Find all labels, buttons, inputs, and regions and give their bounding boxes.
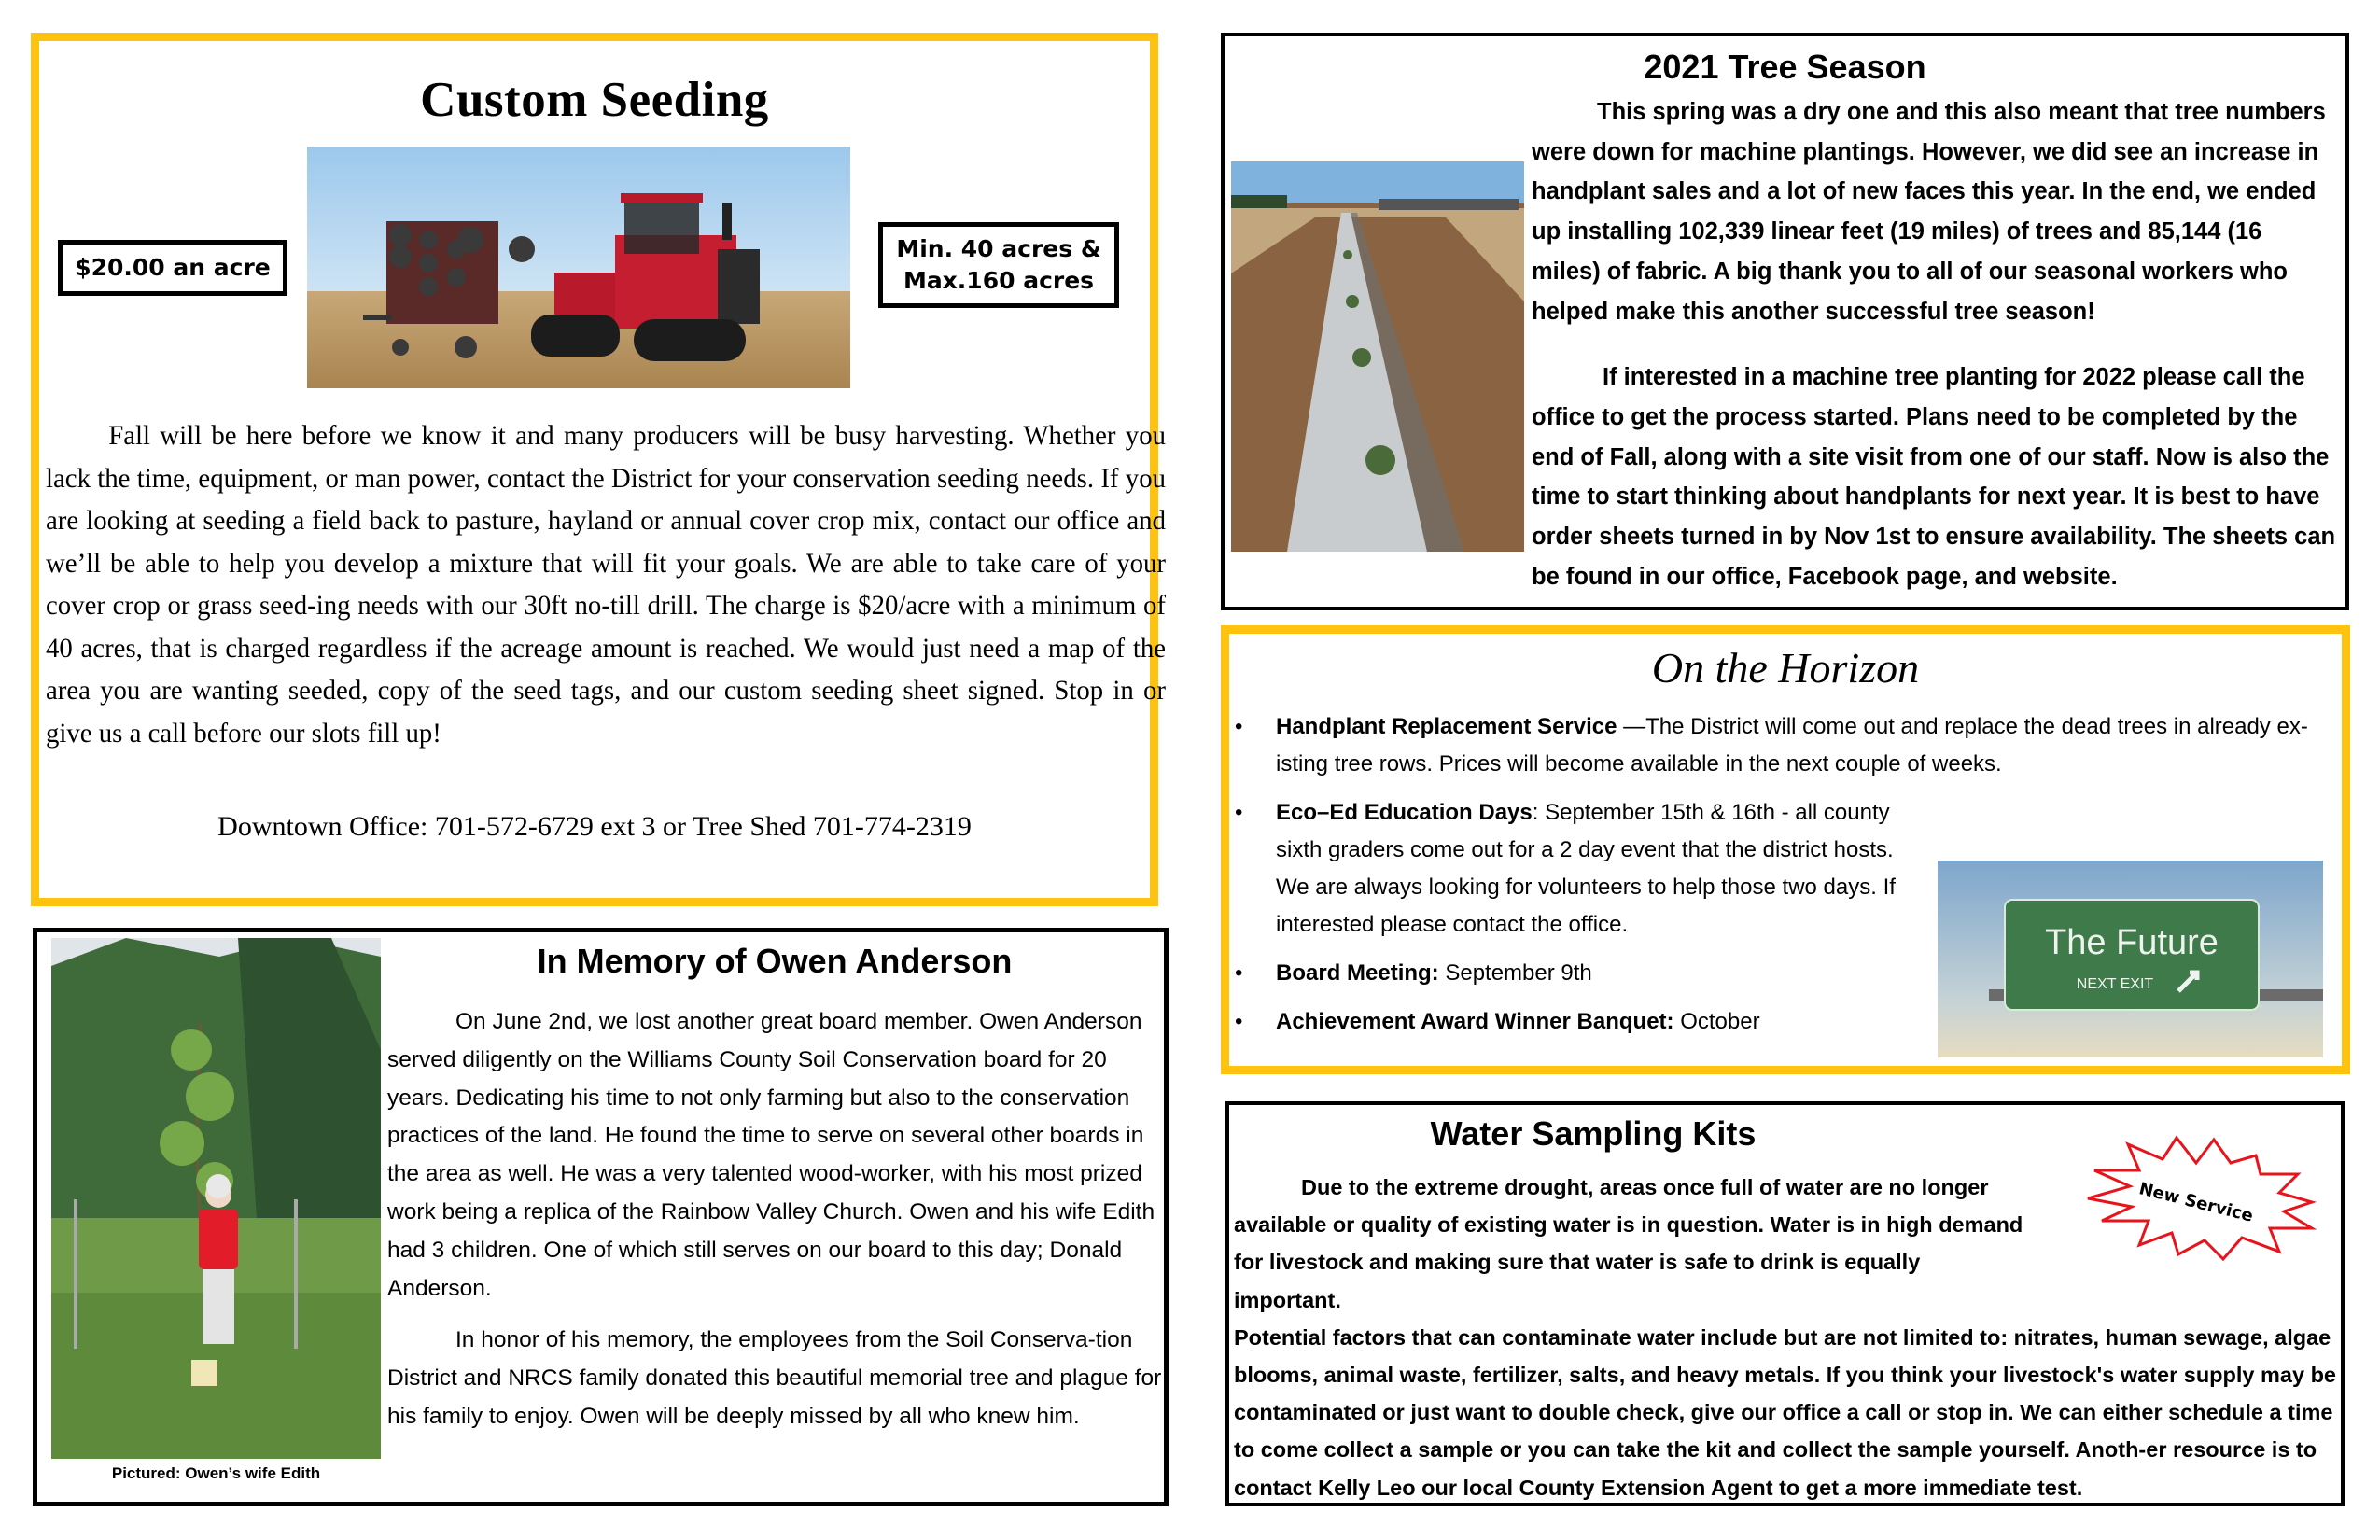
water-para1-text: Due to the extreme drought, areas once full of water are no longer available or quality of existing water is in question. Water is in high demand for livestock and making sure that water is safe to drink is equally important. bbox=[1234, 1175, 2023, 1312]
tree-season-body bbox=[1231, 92, 2337, 596]
horizon-item-text: —The District will come out and replace the dead trees in already ex-isting tree rows. Prices will become available in the next couple of weeks. bbox=[1276, 714, 2308, 777]
memorial-photo-caption: Pictured: Owen’s wife Edith bbox=[111, 1464, 321, 1482]
horizon-item-text: October bbox=[1673, 1009, 1760, 1034]
water-sampling-panel bbox=[1225, 1101, 2345, 1506]
bullet-icon: • bbox=[1235, 1009, 1243, 1034]
tractor-seeder-photo bbox=[307, 147, 850, 388]
memorial-para1-text: On June 2nd, we lost another great board member. Owen Anderson served diligently on the Williams County Soil Conservation board for 20 years. Dedicating his time to not only farming but also to the conservation practices of the land. He found the time to serve on several other boards in the area as well. He was a very talented wood-worker, with his most prized work being a replica of the Rainbow Valley Church. Owen and his wife Edith had 3 children. One of which still serves on our board to this day; Donald Anderson. bbox=[387, 1009, 1155, 1301]
memorial-para1 bbox=[387, 1003, 1162, 1308]
horizon-item-label: Achievement Award Winner Banquet: bbox=[1276, 1009, 1674, 1034]
horizon-item-text: September 9th bbox=[1438, 960, 1592, 986]
the-future-sign-photo bbox=[1938, 861, 2323, 1057]
horizon-item-label: Board Meeting: bbox=[1276, 960, 1439, 986]
water-sampling-body bbox=[1234, 1169, 2340, 1506]
limits-line-1: Min. 40 acres & bbox=[896, 235, 1101, 262]
price-tag-text: $20.00 an acre bbox=[75, 254, 271, 281]
limits-line-2: Max.160 acres bbox=[903, 267, 1095, 294]
memorial-para2 bbox=[387, 1322, 1162, 1435]
custom-seeding-body bbox=[46, 414, 1166, 754]
horizon-item-label: Eco–Ed Education Days bbox=[1276, 800, 1533, 825]
new-service-text: New Service bbox=[2136, 1179, 2256, 1226]
custom-seeding-body-text: Fall will be here before we know it and many producers will be busy harvesting. Whether you lack the time, equipment, or man power, contact the District for your conservation seeding needs. If you are looking at seeding a field back to pasture, hayland or annual cover crop mix, contact our office and we’ll be able to help you develop a mixture that will fit your goals. We are able to take care of your cover crop or grass seed-ing needs with our 30ft no-till drill. The charge is $20/acre with a minimum of 40 acres, that is charged regardless if the acreage amount is reached. We would just need a map of the area you are wanting seeded, copy of the seed tags, and our custom seeding sheet signed. Stop in or give us a call before our slots fill up! bbox=[46, 420, 1167, 749]
tree-season-para2-text: If interested in a machine tree planting for 2022 please call the office to get the process started. Plans need to be completed by the end of Fall, along with a site visit from one of our staff. Now is also the time to start thinking about handplants for next year. It is best to have order sheets turned in by Nov 1st to ensure availability. The sheets can be found in our office, Facebook page, and website. bbox=[1532, 364, 2336, 590]
horizon-title: On the Horizon bbox=[1651, 644, 1920, 692]
memorial-body bbox=[387, 1003, 1162, 1436]
memorial-photo-illustration bbox=[51, 938, 381, 1459]
acreage-limits-tag bbox=[878, 222, 1119, 308]
tree-season-para1-text: This spring was a dry one and this also meant that tree numbers were down for machine plantings. However, we did see an increase in handplant sales and a lot of new faces this year. In the end, we ended up installing 102,339 linear feet (19 miles) of trees and 85,144 (16 miles) of fabric. A big thank you to all of our seasonal workers who helped make this another successful tree season! bbox=[1532, 99, 2326, 325]
water-sampling-title: Water Sampling Kits bbox=[1430, 1114, 1757, 1153]
bullet-icon: • bbox=[1235, 960, 1243, 986]
horizon-item-text: : September 15th & 16th - all county sixth graders come out for a 2 day event that the district hosts. We are always looking for volunteers to help those two days. If interested please contact the office. bbox=[1276, 800, 1896, 937]
horizon-item-eco-ed bbox=[1229, 794, 1929, 944]
water-para2-text: Potential factors that can contaminate water include but are not limited to: nitrates, human sewage, algae blooms, animal waste, fertilizer, salts, and heavy metals. If you think your livestock's water supply may be contaminated or just want to double check, give our office a call or stop in. We can either schedule a time to come collect a sample or you can take the kit and collect the sample yourself. Anoth-er resource is to contact Kelly Leo our local County Extension Agent to get a more immediate test. bbox=[1234, 1324, 2337, 1500]
bullet-icon: • bbox=[1235, 800, 1243, 825]
custom-seeding-panel bbox=[31, 33, 1167, 906]
memorial-para2-text: In honor of his memory, the employees from the Soil Conserva-tion District and NRCS family donated this beautiful memorial tree and plague for his family to enjoy. Owen will be deeply missed by all who knew him. bbox=[387, 1327, 1162, 1429]
sign-main-text: The Future bbox=[2045, 923, 2219, 962]
memorial-tree-photo bbox=[51, 938, 381, 1459]
tree-season-title: 2021 Tree Season bbox=[1644, 48, 1926, 86]
custom-seeding-title: Custom Seeding bbox=[420, 73, 769, 127]
horizon-item-handplant bbox=[1229, 708, 2349, 783]
highway-sign-illustration bbox=[1938, 861, 2323, 1057]
sign-sub-text: NEXT EXIT bbox=[2076, 976, 2154, 992]
memorial-title: In Memory of Owen Anderson bbox=[537, 942, 1013, 980]
bullet-icon: • bbox=[1235, 714, 1243, 739]
water-para2 bbox=[1234, 1319, 2340, 1506]
custom-seeding-contact: Downtown Office: 701-572-6729 ext 3 or Tree Shed 701-774-2319 bbox=[217, 811, 972, 842]
horizon-item-label: Handplant Replacement Service bbox=[1276, 714, 1624, 739]
on-the-horizon-panel bbox=[1221, 625, 2350, 1074]
tractor-photo-illustration bbox=[307, 147, 850, 388]
price-tag bbox=[58, 240, 287, 296]
memorial-panel bbox=[33, 928, 1169, 1506]
tree-season-panel bbox=[1221, 33, 2349, 610]
